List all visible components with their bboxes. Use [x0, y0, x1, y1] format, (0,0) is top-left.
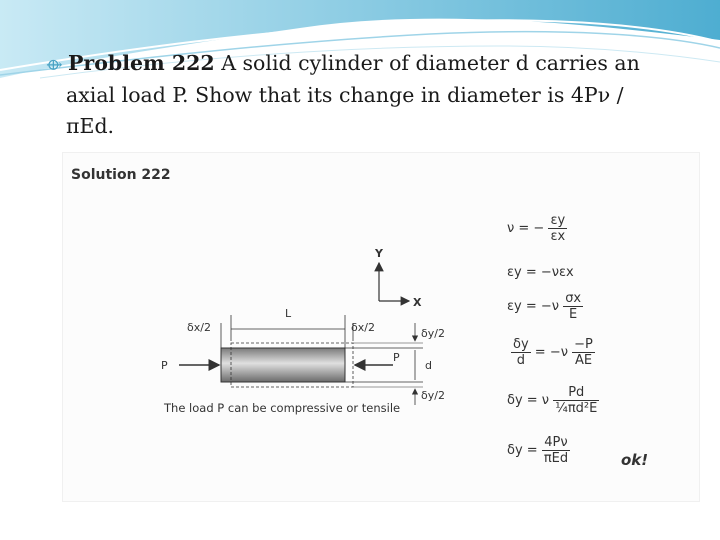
equation-3: εy = −ν $\frac{\sigma x}{E}$ [507, 291, 582, 322]
problem-statement [46, 48, 696, 142]
solution-caption: The load P can be compressive or tensile [164, 401, 401, 415]
problem-line-3: πEd. [66, 114, 115, 138]
cylinder-body [221, 348, 345, 382]
equation-2: εy = −νεx [507, 265, 574, 280]
dx-half-left-label: δx/2 [187, 321, 211, 334]
equation-1: ν = − $\frac{\varepsilon y}{\varepsilon x}$ [507, 213, 566, 244]
axis-x-label: X [413, 296, 422, 309]
equation-4: $\frac{\delta y}{d}$ = −ν $\frac{-P}{AE}$ [513, 337, 593, 368]
equation-5: δy = ν $\frac{Pd}{\text{¼πd²E}}$ [507, 385, 598, 416]
solution-title: Solution 222 [71, 167, 171, 183]
equation-6: δy = $\frac{4P\nu}{\text{πEd}}$ [507, 435, 569, 466]
problem-label: Problem 222 [68, 51, 215, 75]
dy-half-bottom-label: δy/2 [421, 389, 445, 402]
dy-half-top-label: δy/2 [421, 327, 445, 340]
load-right-label: P [393, 351, 400, 364]
load-left-label: P [161, 359, 168, 372]
diameter-label: d [425, 359, 432, 372]
dx-half-right-label: δx/2 [351, 321, 375, 334]
problem-line-2: axial load P. Show that its change in diameter is 4Pν / [66, 83, 624, 107]
axis-y-label: Y [375, 247, 383, 260]
cylinder-diagram [63, 153, 463, 501]
problem-line-1: A solid cylinder of diameter d carries an [214, 51, 640, 75]
bullet-icon: ⟴ [46, 55, 63, 74]
ok-label: ok! [621, 451, 649, 469]
solution-panel [62, 152, 700, 502]
length-label: L [285, 307, 292, 320]
